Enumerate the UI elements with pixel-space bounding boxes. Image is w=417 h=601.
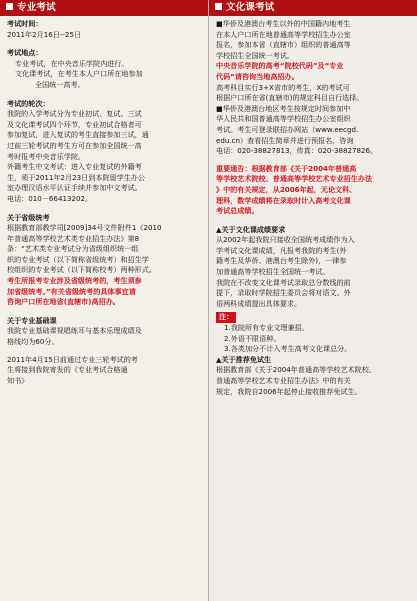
right-column xyxy=(209,0,417,601)
location-title: 考试地点： xyxy=(7,48,43,58)
provincial-line: 校组织的专业考试（以下简称校考）两种形式。 xyxy=(7,265,156,275)
overseas-line: edu.cn）查看招生简章并进行预报名，咨询 xyxy=(216,135,354,145)
important-notice-line: 等学校艺术院校、普通高等学校艺术专业招生办法 xyxy=(216,174,373,184)
rounds-line: 过前三轮考试的考生方可在参加全国统一高 xyxy=(7,140,142,150)
rounds-line: 考时报考中央音乐学院。 xyxy=(7,151,86,161)
rounds-line: 外籍考生中文考试：进入专业复试的外籍考 xyxy=(7,162,142,172)
requirement-line: 我院在不改变文化课考试录取总分数线的前 xyxy=(216,277,351,287)
requirement-line: 从2002年起我院只接收全国统考成绩作为入 xyxy=(216,235,355,245)
rounds-line: 生，须于2011年2月23日到本院留学生办公 xyxy=(7,172,145,182)
right-header-label: 文化课考试 xyxy=(226,2,275,13)
recommend-line: 规定，我院自2006年起停止接收推荐免试生。 xyxy=(216,386,362,396)
code-highlight: 代码”请咨询当地高招办。 xyxy=(216,71,299,81)
location-line: 文化课考试，在考生本人户口所在地参加 xyxy=(15,69,143,79)
rounds-line: 及文化课考试四个环节，专业初试合格者可 xyxy=(7,119,142,129)
provincial-highlight: 加省级统考。”有关省级统考的具体事宜请 xyxy=(7,286,136,296)
mainland-line: 根据户口所在省(直辖市)的规定科目自行选择。 xyxy=(216,93,364,103)
provincial-highlight: 咨询户口所在地省(直辖市)高招办。 xyxy=(7,297,120,307)
important-notice-line: 考试总成绩。 xyxy=(216,206,259,216)
provincial-highlight: 考生所报考专业涉及省级统考的，考生须参 xyxy=(7,276,142,286)
provincial-line: 织的专业考试（以下简称省级统考）和招生学 xyxy=(7,254,149,264)
important-notice xyxy=(216,164,411,175)
mainland-line: ■华侨及港澳台考生以外的中国籍内地考生 xyxy=(216,19,351,28)
mainland-line: 在本人户口所在地普通高等学校招生办公室 xyxy=(216,29,351,39)
provincial-line: 根据教育部教学司[2009]34号文件附件1《2010 xyxy=(7,223,162,233)
mainland-line: 学校招生全国统一考试。 xyxy=(216,50,295,60)
notice-line: 知书》 xyxy=(7,375,29,385)
location-line: 全国统一高考。 xyxy=(35,79,85,89)
requirement-line: 语两科成绩提出具体要求。 xyxy=(216,298,302,308)
phone-line: 电话：010－66413202。 xyxy=(7,193,93,203)
overseas-line: ■华侨及港澳台地区考生按规定时间参加中 xyxy=(216,103,351,113)
note-item: 1.我院所有专业文理兼招。 xyxy=(224,323,309,333)
important-notice-text: 根据教育部《关于2004年普通高 xyxy=(251,163,357,173)
mainland-line: 报名，参加本省（直辖市）组织的普通高等 xyxy=(216,40,351,50)
requirement-title: ▲关于文化课成绩要求 xyxy=(216,224,286,234)
requirement-line: 加普通高等学校招生全国统一考试。 xyxy=(216,267,330,277)
important-notice-label: 重要通告： xyxy=(216,163,252,173)
square-bullet-icon xyxy=(215,3,222,10)
basic-course-title: 关于专业基础课 xyxy=(7,315,57,325)
recommend-title: ▲关于推荐免试生 xyxy=(216,354,272,364)
requirement-line: 提下，录取时学院招生委员会将对语文、外 xyxy=(216,288,351,298)
overseas-contact: 电话：020-38827813，传真：020-38827826。 xyxy=(216,146,378,156)
important-notice-line: 理科，数学成绩将在录取时计入高考文化课 xyxy=(216,195,351,205)
mainland-line: 高考科目实行3+X省市的考生，X的考试可 xyxy=(216,82,350,92)
left-section-header xyxy=(0,0,208,16)
rounds-line: 室办理汉语水平认证手续并参加中文考试。 xyxy=(7,183,142,193)
requirement-line: 籍考生及华侨、港澳台考生除外)，一律参 xyxy=(216,256,347,266)
note-label-line xyxy=(216,312,411,323)
code-highlight: 中央音乐学院的高考“院校代码”及“专业 xyxy=(216,61,344,71)
note-item: 2.外语不限语种。 xyxy=(224,333,281,343)
overseas-line: 考试。考生可登录联招办网站（www.eecgd. xyxy=(216,124,359,134)
left-header-label: 专业考试 xyxy=(17,2,56,13)
basic-course-line: 我院专业基础课视唱练耳与基本乐理成绩及 xyxy=(7,326,142,336)
rounds-line: 我院的入学考试分为专业初试、复试、三试 xyxy=(7,109,142,119)
recommend-line: 根据教育部《关于2004年普通高等学校艺术院校、 xyxy=(216,365,376,375)
overseas-line: 华人民共和国普通高等学校招生办公室组织 xyxy=(216,114,351,124)
notice-line: 生将接到我院寄发的《专业考试合格通 xyxy=(7,365,128,375)
requirement-line: 学考试文化课成绩，凡报考我院的考生(外 xyxy=(216,245,347,255)
basic-course-line: 格线均为60分。 xyxy=(7,337,59,347)
note-item: 3.各类加分不计入考生高考文化课总分。 xyxy=(224,344,352,354)
right-content xyxy=(209,16,417,397)
provincial-exam-title: 关于省级统考 xyxy=(7,212,50,222)
square-bullet-icon xyxy=(6,3,13,10)
rounds-line: 参加复试，进入复试的考生直接参加三试，通 xyxy=(7,130,149,140)
left-column xyxy=(0,0,208,601)
rounds-title: 考试的轮次： xyxy=(7,98,50,108)
provincial-line: 年普通高等学校艺术类专业招生办法》第8 xyxy=(7,233,140,243)
note-label: 注： xyxy=(216,312,236,323)
location-line: 专业考试，在中央音乐学院内进行。 xyxy=(15,58,129,68)
left-content xyxy=(0,16,208,386)
exam-time-title: 考试时间： xyxy=(7,19,43,28)
recommend-line: 普通高等学校艺术专业招生办法》中的有关 xyxy=(216,376,351,385)
right-section-header xyxy=(209,0,417,16)
important-notice-line: 》中的有关规定，从2006年起，无论文科、 xyxy=(216,184,357,194)
exam-time: 2011年2月16日--25日 xyxy=(7,29,82,39)
notice-line: 2011年4月15日前通过专业三轮考试的考 xyxy=(7,354,138,364)
provincial-line: 条：“艺术类专业考试分为省级组织统一组 xyxy=(7,244,139,254)
